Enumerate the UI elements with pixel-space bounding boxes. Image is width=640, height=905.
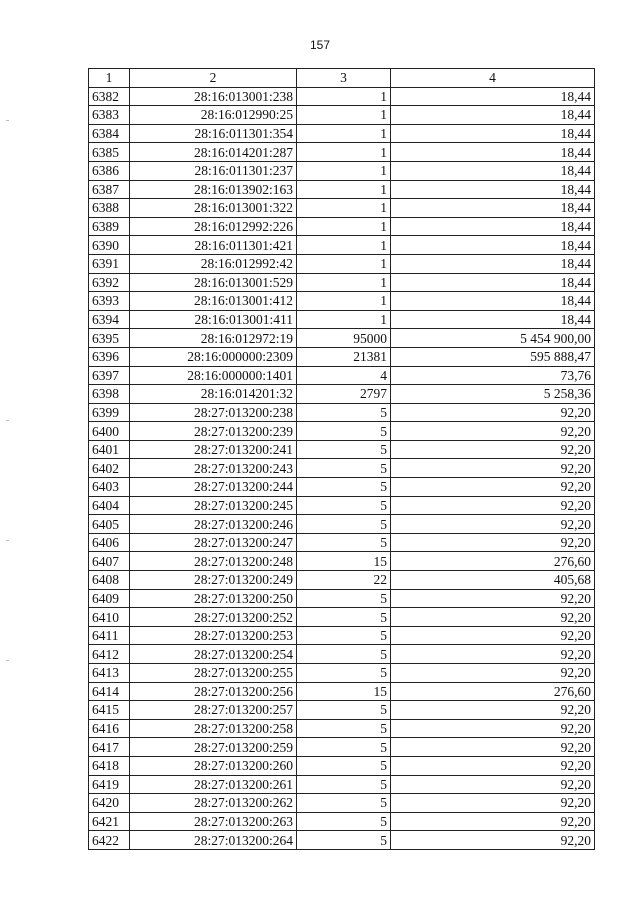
quantity-cell: 1 bbox=[297, 199, 391, 218]
column-header-3: 3 bbox=[297, 69, 391, 88]
row-number-cell: 6393 bbox=[89, 292, 130, 311]
cadastral-number-cell: 28:16:013001:529 bbox=[130, 273, 297, 292]
table-row bbox=[89, 664, 595, 683]
amount-cell: 18,44 bbox=[391, 106, 595, 125]
amount-cell: 92,20 bbox=[391, 608, 595, 627]
table-row bbox=[89, 254, 595, 273]
table-row bbox=[89, 403, 595, 422]
quantity-cell: 1 bbox=[297, 124, 391, 143]
row-number-cell: 6397 bbox=[89, 366, 130, 385]
table-row bbox=[89, 236, 595, 255]
quantity-cell: 5 bbox=[297, 831, 391, 850]
table-row bbox=[89, 682, 595, 701]
amount-cell: 92,20 bbox=[391, 701, 595, 720]
cadastral-number-cell: 28:27:013200:243 bbox=[130, 459, 297, 478]
quantity-cell: 5 bbox=[297, 478, 391, 497]
cadastral-number-cell: 28:16:011301:421 bbox=[130, 236, 297, 255]
amount-cell: 18,44 bbox=[391, 217, 595, 236]
quantity-cell: 5 bbox=[297, 608, 391, 627]
cadastral-number-cell: 28:27:013200:256 bbox=[130, 682, 297, 701]
column-header-2: 2 bbox=[130, 69, 297, 88]
amount-cell: 18,44 bbox=[391, 236, 595, 255]
row-number-cell: 6410 bbox=[89, 608, 130, 627]
row-number-cell: 6415 bbox=[89, 701, 130, 720]
table-row bbox=[89, 385, 595, 404]
row-number-cell: 6405 bbox=[89, 515, 130, 534]
amount-cell: 92,20 bbox=[391, 533, 595, 552]
amount-cell: 92,20 bbox=[391, 775, 595, 794]
register-table bbox=[88, 68, 595, 850]
row-number-cell: 6382 bbox=[89, 87, 130, 106]
cadastral-number-cell: 28:16:013001:322 bbox=[130, 199, 297, 218]
table-row bbox=[89, 440, 595, 459]
amount-cell: 92,20 bbox=[391, 422, 595, 441]
quantity-cell: 1 bbox=[297, 310, 391, 329]
amount-cell: 92,20 bbox=[391, 440, 595, 459]
quantity-cell: 5 bbox=[297, 440, 391, 459]
column-header-1: 1 bbox=[89, 69, 130, 88]
cadastral-number-cell: 28:16:013902:163 bbox=[130, 180, 297, 199]
cadastral-number-cell: 28:16:012972:19 bbox=[130, 329, 297, 348]
cadastral-number-cell: 28:27:013200:249 bbox=[130, 571, 297, 590]
header-row bbox=[89, 69, 595, 88]
amount-cell: 92,20 bbox=[391, 459, 595, 478]
row-number-cell: 6403 bbox=[89, 478, 130, 497]
margin-speck bbox=[6, 660, 9, 661]
cadastral-number-cell: 28:27:013200:263 bbox=[130, 812, 297, 831]
amount-cell: 18,44 bbox=[391, 273, 595, 292]
row-number-cell: 6416 bbox=[89, 719, 130, 738]
amount-cell: 18,44 bbox=[391, 143, 595, 162]
row-number-cell: 6385 bbox=[89, 143, 130, 162]
cadastral-number-cell: 28:27:013200:258 bbox=[130, 719, 297, 738]
cadastral-number-cell: 28:16:013001:412 bbox=[130, 292, 297, 311]
row-number-cell: 6414 bbox=[89, 682, 130, 701]
cadastral-number-cell: 28:27:013200:261 bbox=[130, 775, 297, 794]
amount-cell: 92,20 bbox=[391, 626, 595, 645]
amount-cell: 92,20 bbox=[391, 719, 595, 738]
row-number-cell: 6422 bbox=[89, 831, 130, 850]
row-number-cell: 6392 bbox=[89, 273, 130, 292]
amount-cell: 92,20 bbox=[391, 812, 595, 831]
table-row bbox=[89, 533, 595, 552]
quantity-cell: 1 bbox=[297, 273, 391, 292]
row-number-cell: 6394 bbox=[89, 310, 130, 329]
quantity-cell: 5 bbox=[297, 626, 391, 645]
table-body bbox=[89, 87, 595, 849]
quantity-cell: 5 bbox=[297, 701, 391, 720]
row-number-cell: 6419 bbox=[89, 775, 130, 794]
row-number-cell: 6387 bbox=[89, 180, 130, 199]
table-row bbox=[89, 775, 595, 794]
quantity-cell: 5 bbox=[297, 756, 391, 775]
quantity-cell: 5 bbox=[297, 496, 391, 515]
cadastral-number-cell: 28:27:013200:253 bbox=[130, 626, 297, 645]
cadastral-number-cell: 28:27:013200:254 bbox=[130, 645, 297, 664]
cadastral-number-cell: 28:27:013200:252 bbox=[130, 608, 297, 627]
row-number-cell: 6384 bbox=[89, 124, 130, 143]
row-number-cell: 6391 bbox=[89, 254, 130, 273]
table-row bbox=[89, 310, 595, 329]
table-row bbox=[89, 459, 595, 478]
table-row bbox=[89, 831, 595, 850]
cadastral-number-cell: 28:27:013200:239 bbox=[130, 422, 297, 441]
table-row bbox=[89, 366, 595, 385]
amount-cell: 92,20 bbox=[391, 794, 595, 813]
amount-cell: 5 258,36 bbox=[391, 385, 595, 404]
quantity-cell: 5 bbox=[297, 719, 391, 738]
row-number-cell: 6383 bbox=[89, 106, 130, 125]
cadastral-number-cell: 28:16:012992:226 bbox=[130, 217, 297, 236]
cadastral-number-cell: 28:27:013200:241 bbox=[130, 440, 297, 459]
row-number-cell: 6396 bbox=[89, 347, 130, 366]
quantity-cell: 5 bbox=[297, 459, 391, 478]
table-row bbox=[89, 589, 595, 608]
amount-cell: 92,20 bbox=[391, 738, 595, 757]
row-number-cell: 6390 bbox=[89, 236, 130, 255]
quantity-cell: 5 bbox=[297, 515, 391, 534]
table-row bbox=[89, 608, 595, 627]
quantity-cell: 1 bbox=[297, 292, 391, 311]
quantity-cell: 5 bbox=[297, 589, 391, 608]
cadastral-number-cell: 28:16:011301:354 bbox=[130, 124, 297, 143]
quantity-cell: 1 bbox=[297, 254, 391, 273]
amount-cell: 18,44 bbox=[391, 180, 595, 199]
margin-speck bbox=[6, 120, 9, 121]
table-row bbox=[89, 626, 595, 645]
amount-cell: 92,20 bbox=[391, 403, 595, 422]
table-row bbox=[89, 701, 595, 720]
cadastral-number-cell: 28:16:013001:238 bbox=[130, 87, 297, 106]
amount-cell: 92,20 bbox=[391, 478, 595, 497]
cadastral-number-cell: 28:27:013200:238 bbox=[130, 403, 297, 422]
table-row bbox=[89, 756, 595, 775]
amount-cell: 18,44 bbox=[391, 199, 595, 218]
page-number: 157 bbox=[309, 38, 331, 52]
quantity-cell: 1 bbox=[297, 217, 391, 236]
quantity-cell: 5 bbox=[297, 738, 391, 757]
row-number-cell: 6412 bbox=[89, 645, 130, 664]
table-row bbox=[89, 161, 595, 180]
margin-speck bbox=[6, 540, 9, 541]
cadastral-number-cell: 28:27:013200:259 bbox=[130, 738, 297, 757]
quantity-cell: 22 bbox=[297, 571, 391, 590]
amount-cell: 405,68 bbox=[391, 571, 595, 590]
table-row bbox=[89, 719, 595, 738]
table-row bbox=[89, 87, 595, 106]
amount-cell: 73,76 bbox=[391, 366, 595, 385]
cadastral-number-cell: 28:16:000000:1401 bbox=[130, 366, 297, 385]
cadastral-number-cell: 28:16:012990:25 bbox=[130, 106, 297, 125]
quantity-cell: 21381 bbox=[297, 347, 391, 366]
row-number-cell: 6402 bbox=[89, 459, 130, 478]
quantity-cell: 5 bbox=[297, 775, 391, 794]
table-row bbox=[89, 645, 595, 664]
table-row bbox=[89, 422, 595, 441]
quantity-cell: 2797 bbox=[297, 385, 391, 404]
amount-cell: 276,60 bbox=[391, 682, 595, 701]
cadastral-number-cell: 28:27:013200:264 bbox=[130, 831, 297, 850]
table-row bbox=[89, 124, 595, 143]
cadastral-number-cell: 28:16:014201:287 bbox=[130, 143, 297, 162]
cadastral-number-cell: 28:16:011301:237 bbox=[130, 161, 297, 180]
amount-cell: 92,20 bbox=[391, 831, 595, 850]
amount-cell: 92,20 bbox=[391, 645, 595, 664]
margin-speck bbox=[6, 420, 9, 421]
table-row bbox=[89, 199, 595, 218]
quantity-cell: 1 bbox=[297, 161, 391, 180]
quantity-cell: 5 bbox=[297, 533, 391, 552]
table-header bbox=[89, 69, 595, 88]
table-row bbox=[89, 515, 595, 534]
table-row bbox=[89, 738, 595, 757]
row-number-cell: 6406 bbox=[89, 533, 130, 552]
table-row bbox=[89, 812, 595, 831]
cadastral-number-cell: 28:27:013200:247 bbox=[130, 533, 297, 552]
quantity-cell: 1 bbox=[297, 143, 391, 162]
row-number-cell: 6411 bbox=[89, 626, 130, 645]
table-row bbox=[89, 143, 595, 162]
row-number-cell: 6418 bbox=[89, 756, 130, 775]
cadastral-number-cell: 28:27:013200:255 bbox=[130, 664, 297, 683]
row-number-cell: 6417 bbox=[89, 738, 130, 757]
amount-cell: 92,20 bbox=[391, 756, 595, 775]
amount-cell: 92,20 bbox=[391, 589, 595, 608]
row-number-cell: 6395 bbox=[89, 329, 130, 348]
table-row bbox=[89, 273, 595, 292]
quantity-cell: 1 bbox=[297, 87, 391, 106]
table-row bbox=[89, 552, 595, 571]
row-number-cell: 6388 bbox=[89, 199, 130, 218]
row-number-cell: 6408 bbox=[89, 571, 130, 590]
quantity-cell: 5 bbox=[297, 403, 391, 422]
cadastral-number-cell: 28:27:013200:250 bbox=[130, 589, 297, 608]
table-row bbox=[89, 496, 595, 515]
row-number-cell: 6400 bbox=[89, 422, 130, 441]
cadastral-number-cell: 28:27:013200:244 bbox=[130, 478, 297, 497]
cadastral-number-cell: 28:16:014201:32 bbox=[130, 385, 297, 404]
amount-cell: 18,44 bbox=[391, 310, 595, 329]
row-number-cell: 6401 bbox=[89, 440, 130, 459]
quantity-cell: 5 bbox=[297, 664, 391, 683]
amount-cell: 92,20 bbox=[391, 496, 595, 515]
quantity-cell: 5 bbox=[297, 645, 391, 664]
row-number-cell: 6421 bbox=[89, 812, 130, 831]
quantity-cell: 5 bbox=[297, 812, 391, 831]
table-row bbox=[89, 217, 595, 236]
table-row bbox=[89, 478, 595, 497]
amount-cell: 18,44 bbox=[391, 87, 595, 106]
quantity-cell: 5 bbox=[297, 794, 391, 813]
quantity-cell: 4 bbox=[297, 366, 391, 385]
cadastral-number-cell: 28:16:013001:411 bbox=[130, 310, 297, 329]
cadastral-number-cell: 28:27:013200:262 bbox=[130, 794, 297, 813]
amount-cell: 5 454 900,00 bbox=[391, 329, 595, 348]
table-row bbox=[89, 329, 595, 348]
table-row bbox=[89, 794, 595, 813]
amount-cell: 18,44 bbox=[391, 124, 595, 143]
table-row bbox=[89, 571, 595, 590]
quantity-cell: 1 bbox=[297, 106, 391, 125]
row-number-cell: 6409 bbox=[89, 589, 130, 608]
row-number-cell: 6420 bbox=[89, 794, 130, 813]
row-number-cell: 6407 bbox=[89, 552, 130, 571]
row-number-cell: 6413 bbox=[89, 664, 130, 683]
quantity-cell: 1 bbox=[297, 236, 391, 255]
quantity-cell: 15 bbox=[297, 682, 391, 701]
quantity-cell: 15 bbox=[297, 552, 391, 571]
row-number-cell: 6404 bbox=[89, 496, 130, 515]
row-number-cell: 6398 bbox=[89, 385, 130, 404]
amount-cell: 18,44 bbox=[391, 292, 595, 311]
amount-cell: 18,44 bbox=[391, 254, 595, 273]
cadastral-number-cell: 28:16:012992:42 bbox=[130, 254, 297, 273]
quantity-cell: 1 bbox=[297, 180, 391, 199]
amount-cell: 18,44 bbox=[391, 161, 595, 180]
amount-cell: 92,20 bbox=[391, 664, 595, 683]
amount-cell: 92,20 bbox=[391, 515, 595, 534]
amount-cell: 595 888,47 bbox=[391, 347, 595, 366]
cadastral-number-cell: 28:27:013200:248 bbox=[130, 552, 297, 571]
column-header-4: 4 bbox=[391, 69, 595, 88]
cadastral-number-cell: 28:27:013200:245 bbox=[130, 496, 297, 515]
table-row bbox=[89, 180, 595, 199]
row-number-cell: 6389 bbox=[89, 217, 130, 236]
table-row bbox=[89, 106, 595, 125]
row-number-cell: 6386 bbox=[89, 161, 130, 180]
quantity-cell: 5 bbox=[297, 422, 391, 441]
quantity-cell: 95000 bbox=[297, 329, 391, 348]
table-row bbox=[89, 292, 595, 311]
amount-cell: 276,60 bbox=[391, 552, 595, 571]
table-row bbox=[89, 347, 595, 366]
cadastral-number-cell: 28:16:000000:2309 bbox=[130, 347, 297, 366]
cadastral-number-cell: 28:27:013200:257 bbox=[130, 701, 297, 720]
cadastral-number-cell: 28:27:013200:246 bbox=[130, 515, 297, 534]
row-number-cell: 6399 bbox=[89, 403, 130, 422]
cadastral-number-cell: 28:27:013200:260 bbox=[130, 756, 297, 775]
